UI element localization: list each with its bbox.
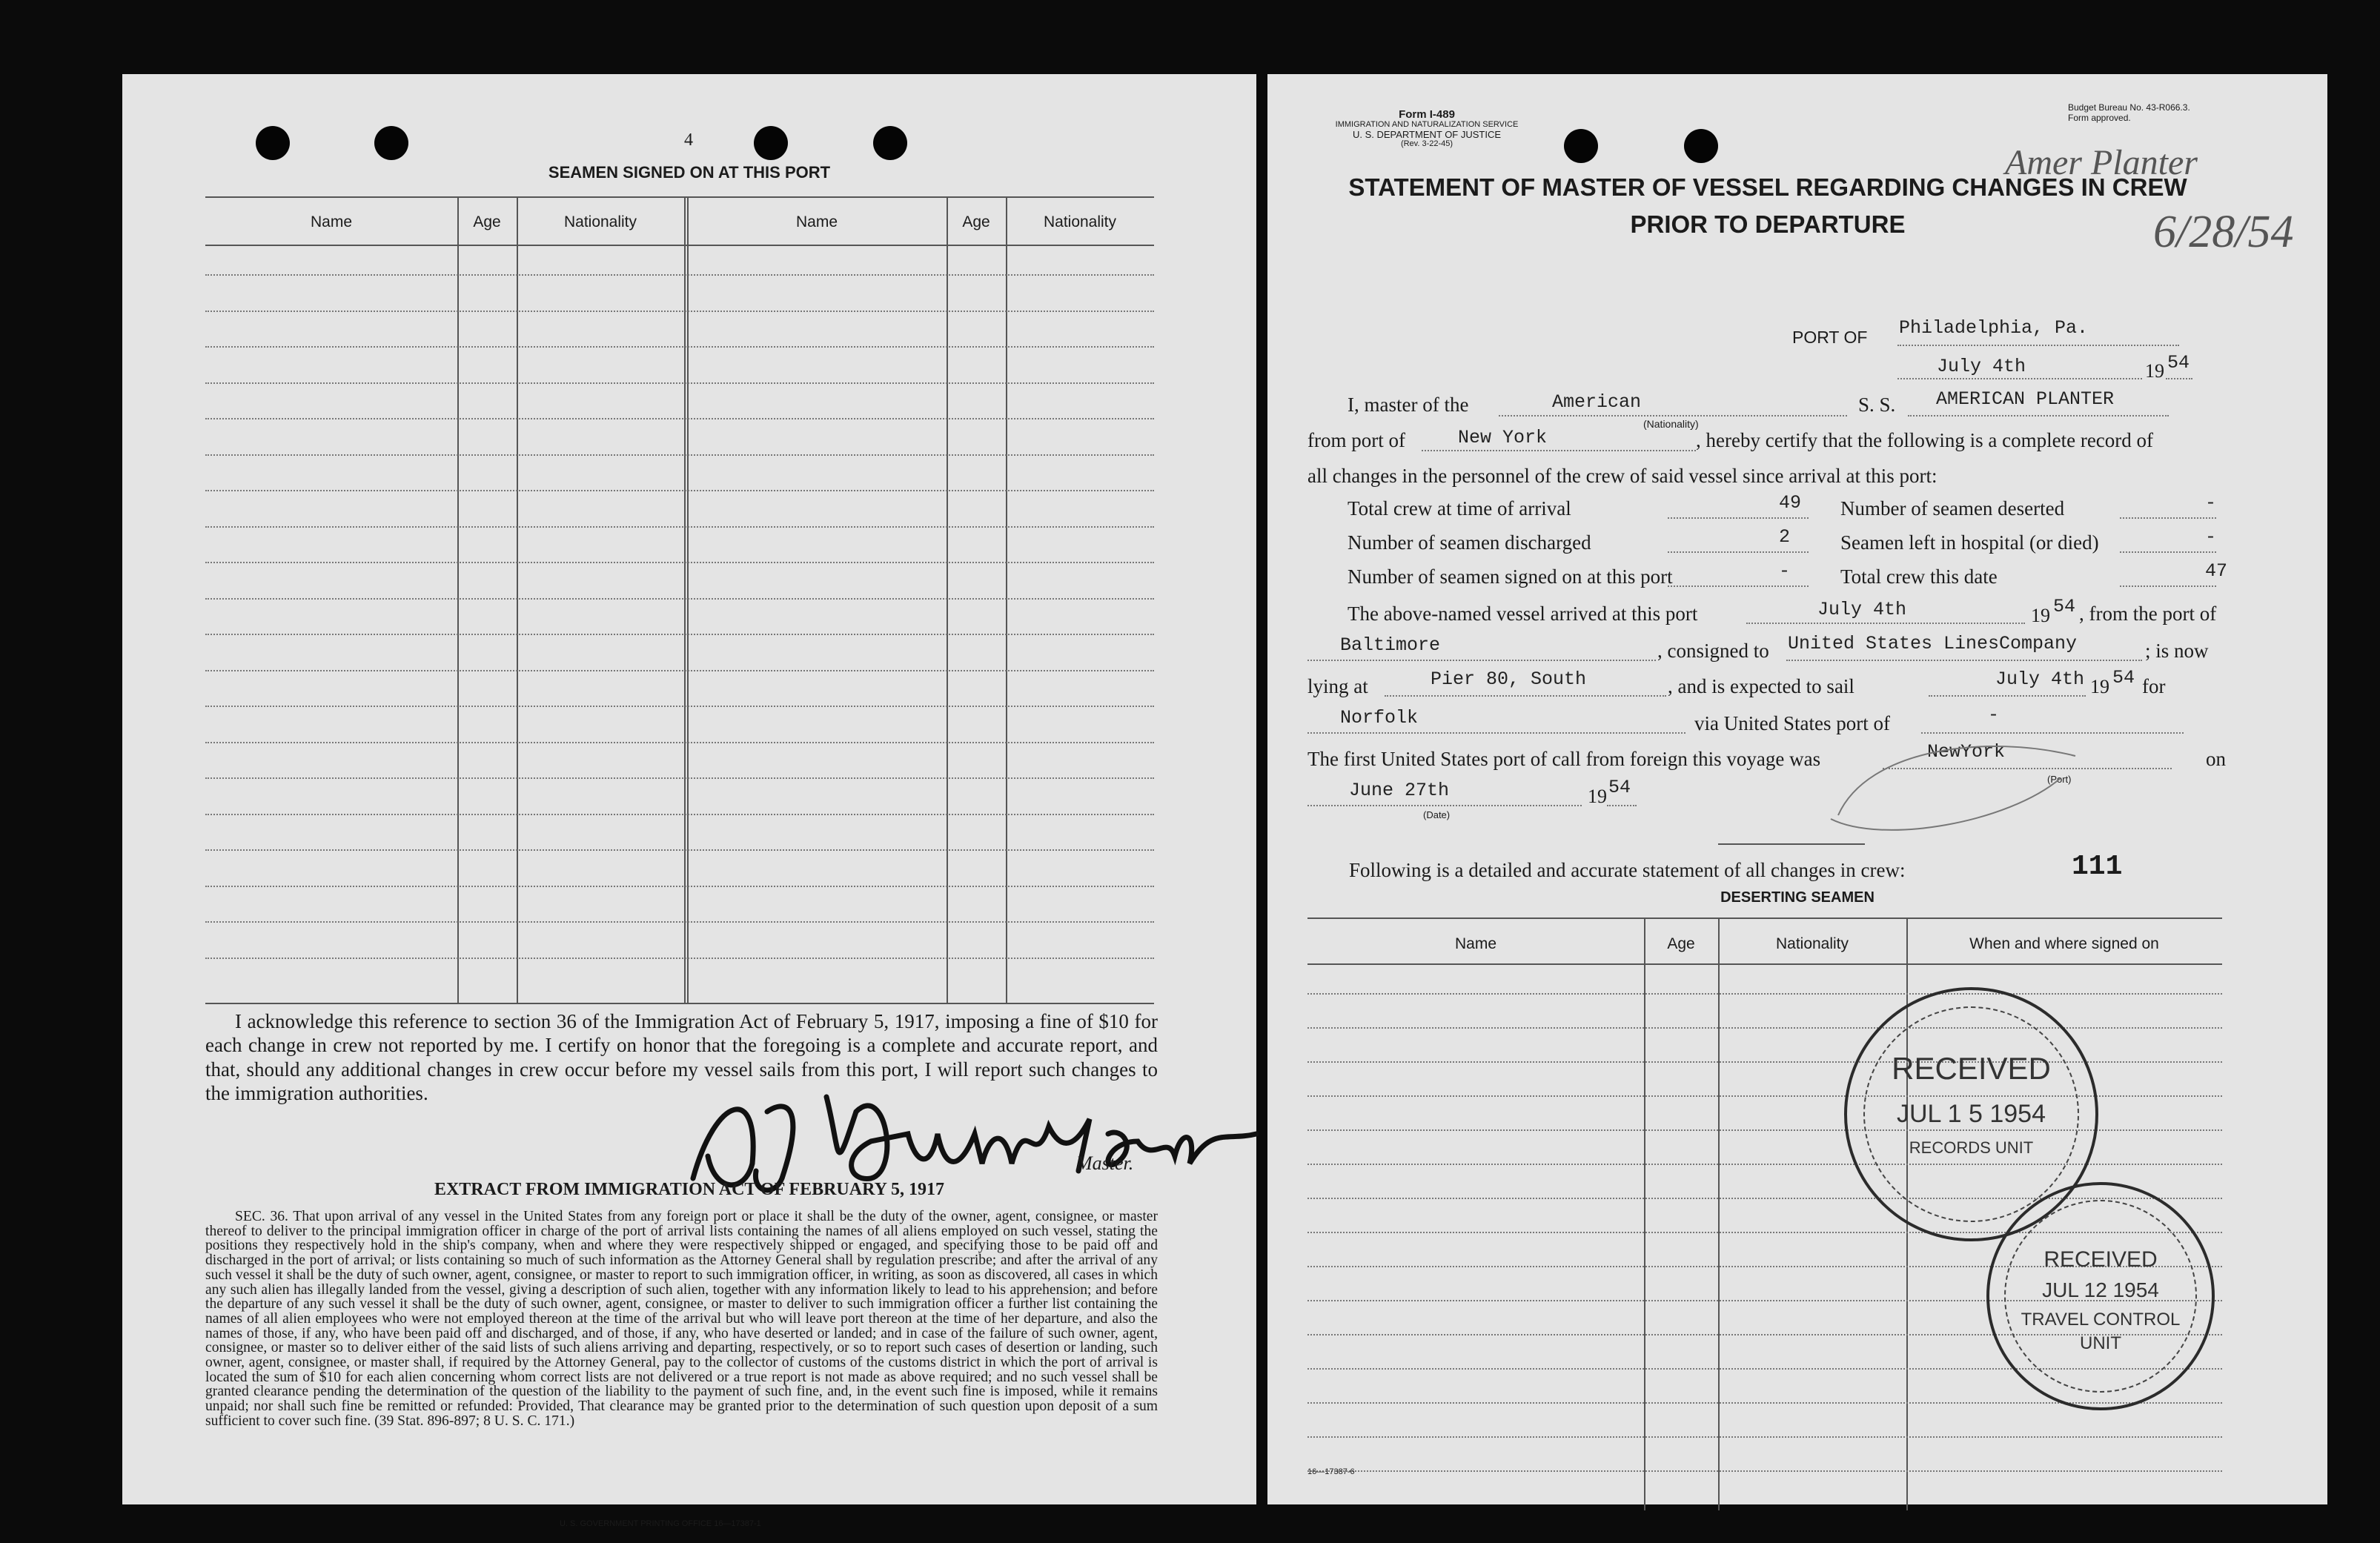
lying-label: lying at (1307, 675, 1368, 697)
port-caption: (Port) (2047, 774, 2072, 785)
ship-name: AMERICAN PLANTER (1936, 388, 2115, 410)
table-row (1307, 993, 2222, 995)
table-row (1307, 1470, 2222, 1472)
stamp-text: UNIT (2080, 1333, 2121, 1353)
year-prefix: 19 (2031, 605, 2050, 626)
stamp-date: JUL 12 1954 (2042, 1278, 2159, 1301)
left-page (122, 74, 1256, 1528)
punch-hole (754, 126, 788, 160)
from-port-of-label: , from the port of (2079, 603, 2217, 625)
form-title: STATEMENT OF MASTER OF VESSEL REGARDING CHANGES IN CREW (1348, 173, 2187, 201)
column-divider (517, 196, 518, 1003)
arrived-label: The above-named vessel arrived at this port (1348, 603, 1698, 625)
table-row (205, 814, 1154, 815)
right-page (1267, 74, 2327, 1504)
for-label: for (2142, 675, 2166, 697)
table-row (205, 634, 1154, 635)
page-number: 4 (684, 130, 693, 150)
stamp-text: TRAVEL CONTROL (2021, 1310, 2181, 1330)
table-row (205, 777, 1154, 779)
column-header: When and where signed on (1969, 935, 2159, 952)
table-row (205, 274, 1154, 276)
acknowledgment-text: I acknowledge this reference to section 36 of the Immigration Act of February 5, 1917, imposing a fine of $10 for each change in crew not reported by me. I certify on honor that the foregoing is a complete and accurate report, and that, should any additional changes in crew occur before my vessel sails from this port, I will report such changes to the immigration authorities. (205, 1010, 1158, 1105)
table-row (205, 311, 1154, 312)
table-title: SEAMEN SIGNED ON AT THIS PORT (548, 163, 831, 182)
column-divider (947, 196, 948, 1003)
column-header: Nationality (1775, 935, 1849, 952)
port-label: PORT OF (1792, 328, 1868, 347)
stat-value: 2 (1779, 526, 1791, 548)
pier-value: Pier 80, South (1431, 668, 1587, 690)
ss-label: S. S. (1858, 394, 1896, 416)
column-header: Name (795, 213, 838, 230)
table-row (205, 526, 1154, 528)
pencil-mark (1823, 734, 2090, 837)
stat-value: - (2205, 526, 2217, 548)
consigned-label: , consigned to (1657, 640, 1769, 662)
punch-hole (374, 126, 408, 160)
table-top-rule (205, 196, 1154, 198)
consignee: United States LinesCompany (1788, 633, 2078, 654)
table-row (205, 454, 1154, 456)
nationality-value: American (1552, 391, 1642, 413)
certify-text: , hereby certify that the following is a complete record of (1696, 429, 2154, 451)
printer-line: 16—17387-6 (1307, 1467, 1355, 1476)
expected-label: , and is expected to sail (1668, 675, 1854, 697)
column-header: Nationality (563, 213, 637, 230)
via-label: via United States port of (1694, 712, 1890, 734)
first-port-label: The first United States port of call from foreign this voyage was (1307, 748, 1821, 770)
handwritten-date: 6/28/54 (2153, 207, 2294, 257)
table-row (205, 921, 1154, 923)
punch-hole (1684, 129, 1718, 163)
column-header: Age (1667, 935, 1695, 952)
table-row (205, 742, 1154, 743)
from-port-label: from port of (1307, 429, 1405, 451)
date-value: July 4th (1937, 356, 2026, 377)
handwritten-note: Amer Planter (2005, 143, 2198, 182)
master-label: I, master of the (1348, 394, 1469, 416)
stat-value: - (2205, 492, 2217, 514)
deserting-title: DESERTING SEAMEN (1720, 889, 1875, 906)
stamp-text: RECEIVED (2043, 1247, 2158, 1272)
table-row (1307, 1436, 2222, 1438)
punch-hole (873, 126, 907, 160)
from-port-value: New York (1458, 427, 1548, 448)
stat-label: Number of seamen deserted (1840, 497, 2065, 520)
first-port-year: 54 (1608, 777, 1631, 798)
revision-line: (Rev. 3-22-45) (1400, 139, 1453, 148)
arrived-date: July 4th (1817, 599, 1907, 620)
column-header: Nationality (1043, 213, 1117, 230)
destination: Norfolk (1340, 707, 1419, 729)
year-prefix: 19 (2090, 676, 2109, 697)
arrived-year: 54 (2053, 596, 2076, 617)
table-header-rule (1307, 963, 2222, 965)
signature-role: Master. (1076, 1152, 1134, 1174)
changes-value: 111 (2072, 851, 2123, 883)
budget-line: Budget Bureau No. 43-R066.3. (2068, 102, 2190, 113)
column-divider (1644, 917, 1645, 1510)
table-row (205, 958, 1154, 959)
agency-line: U. S. DEPARTMENT OF JUSTICE (1352, 129, 1502, 140)
printer-line: U. S. GOVERNMENT PRINTING OFFICE 16—17387-1 (560, 1519, 761, 1528)
sail-year: 54 (2112, 667, 2135, 688)
first-port-date: June 27th (1349, 780, 1450, 801)
port-value: Philadelphia, Pa. (1899, 317, 2089, 339)
table-row (205, 598, 1154, 600)
punch-hole (256, 126, 290, 160)
sail-date: July 4th (1995, 668, 2085, 690)
table-row (205, 706, 1154, 707)
year-value: 54 (2167, 352, 2190, 374)
table-row (205, 346, 1154, 348)
on-label: on (2206, 748, 2226, 770)
column-divider (1718, 917, 1720, 1510)
table-row (1307, 1027, 2222, 1029)
column-header: Name (1454, 935, 1497, 952)
form-id: Form I-489 (1399, 108, 1455, 121)
stat-label: Number of seamen discharged (1348, 531, 1591, 554)
column-header: Age (473, 213, 501, 230)
stamp-text: RECORDS UNIT (1909, 1138, 2034, 1157)
column-header: Age (962, 213, 990, 230)
year-prefix: 19 (1588, 786, 1607, 807)
nationality-caption: (Nationality) (1643, 418, 1699, 430)
extract-title: EXTRACT FROM IMMIGRATION ACT OF FEBRUARY 5, 1917 (434, 1180, 945, 1199)
extract-text: SEC. 36. That upon arrival of any vessel in the United States from any foreign port or place it shall be the duty of the owner, agent, consignee, or master thereof to deliver to the principal immigration officer in charge of the port of arrival lists containing the names of all aliens employed on such vessel, stating the positions they respectively hold in the ship's company, when and where they were respectively shipped or engaged, and specifying those to be paid off and discharged in the port of arrival; or lists containing so much of such information as the Attorney General shall by regulation prescribe; and after the arrival of any such vessel it shall be the duty of such owner, agent, consignee, or master to report to such immigration officer, in writing, as soon as discovered, all cases in which any such alien has illegally landed from the vessel, giving a description of such alien, together with any information likely to lead to his apprehension; and before the departure of any such vessel it shall be the duty of such owner, agent, consignee, or master to deliver to such immigration officer a further list containing the names of all alien employees who were not employed thereon at the time of the arrival but who will leave port thereon at the time of her departure, and also the names of those, if any, who have been paid off and discharged, and of those, if any, who have deserted or landed; and in case of the failure of such owner, agent, consignee, or master so to deliver either of the said lists of such aliens arriving and departing, respectively, or so to report such cases of desertion or landing, such owner, agent, consignee, or master shall, if required by the Attorney General, pay to the collector of customs of the customs district in which the port of arrival is located the sum of $10 for each alien concerning whom correct lists are not delivered or a true report is not made as above required; and no such vessel shall be granted clearance pending the determination of the question of the liability to the payment of such fine, and, in the event such fine is imposed, while it remains unpaid; nor shall such fine be remitted or refunded: Provided, That clearance may be granted prior to the determination of such question upon deposit of a sum sufficient to cover such fine. (39 Stat. 896-897; 8 U. S. C. 171.) (205, 1209, 1158, 1429)
stat-label: Total crew at time of arrival (1348, 497, 1571, 520)
certify-text: all changes in the personnel of the crew of said vessel since arrival at this port: (1307, 465, 1938, 487)
year-prefix: 19 (2145, 360, 2164, 382)
table-row (205, 886, 1154, 887)
table-row (205, 418, 1154, 419)
column-divider (457, 196, 459, 1003)
column-header: Name (310, 213, 353, 230)
stat-label: Total crew this date (1840, 565, 1998, 588)
table-top-rule (1307, 917, 2222, 919)
origin-port: Baltimore (1340, 634, 1441, 656)
via-value: - (1988, 704, 2000, 726)
stat-label: Seamen left in hospital (or died) (1840, 531, 2099, 554)
divider-rule (1718, 843, 1865, 845)
received-stamp (1986, 1182, 2215, 1410)
table-header-rule (205, 245, 1154, 246)
table-row (205, 849, 1154, 851)
stamp-text: RECEIVED (1892, 1051, 2051, 1086)
column-divider (1006, 196, 1007, 1003)
table-bottom-rule (205, 1003, 1154, 1004)
form-subtitle: PRIOR TO DEPARTURE (1630, 210, 1906, 238)
stamp-date: JUL 1 5 1954 (1897, 1100, 2046, 1128)
stat-value: - (1779, 560, 1791, 582)
table-row (205, 490, 1154, 491)
budget-line: Form approved. (2068, 113, 2131, 123)
table-row (205, 562, 1154, 563)
stat-value: 49 (1779, 492, 1802, 514)
now-label: ; is now (2145, 640, 2209, 662)
first-port-value: NewYork (1927, 741, 2006, 763)
column-divider (687, 196, 689, 1003)
agency-line: IMMIGRATION AND NATURALIZATION SERVICE (1335, 120, 1519, 129)
stat-label: Number of seamen signed on at this port (1348, 565, 1673, 588)
following-label: Following is a detailed and accurate statement of all changes in crew: (1349, 859, 1906, 881)
column-divider (684, 196, 686, 1003)
table-row (205, 382, 1154, 384)
table-row (205, 670, 1154, 671)
date-caption: (Date) (1423, 809, 1451, 820)
stat-value: 47 (2205, 560, 2228, 582)
